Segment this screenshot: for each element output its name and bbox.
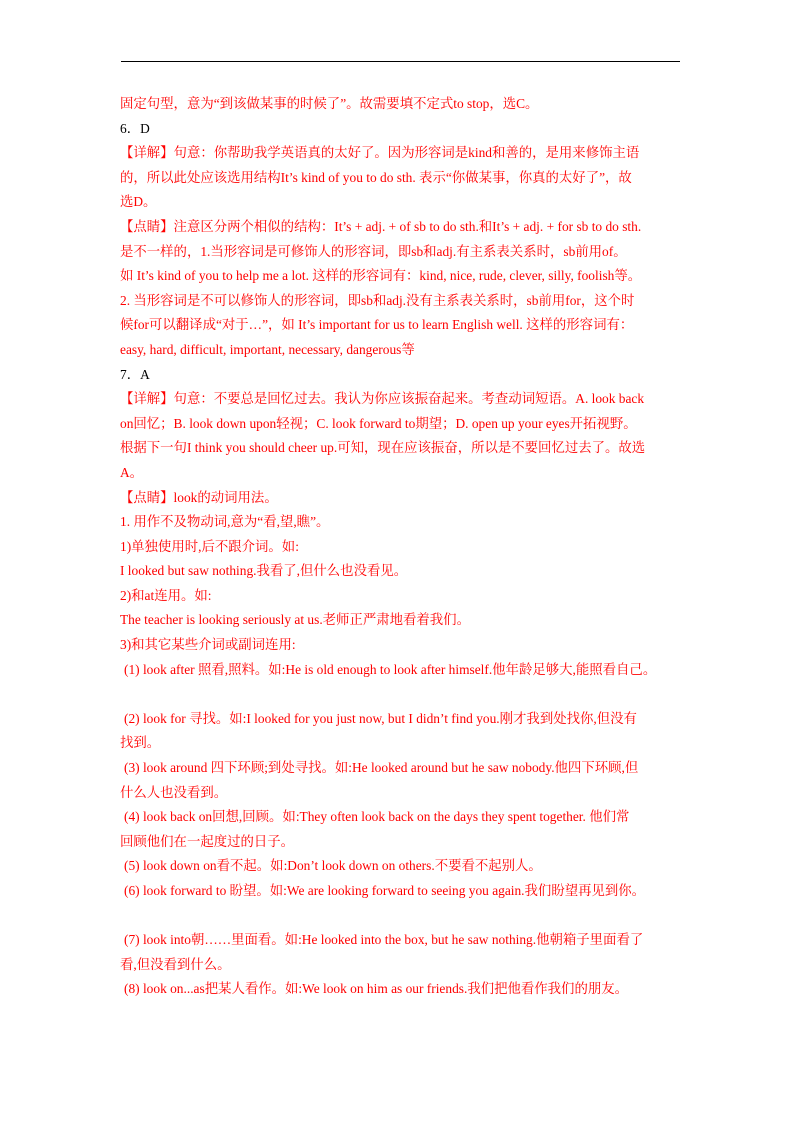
phrase-item: (8) look on...as把某人看作。如:We look on him as our friends.我们把他看作我们的朋友。 [124, 981, 629, 997]
text-line: 2. 当形容词是不可以修饰人的形容词，即sb和adj.没有主系表关系时，sb前用for，这个时 [120, 292, 635, 308]
text-line: 【详解】句意：不要总是回忆过去。我认为你应该振奋起来。考查动词短语。A. look back [120, 391, 645, 407]
text-line: I looked but saw nothing.我看了,但什么也没看见。 [120, 563, 408, 579]
document-body [120, 92, 686, 1002]
phrase-item: (4) look back on回想,回顾。如:They often look back on the days they spent together. 他们常 [124, 809, 630, 825]
text-line: 2)和at连用。如: [120, 587, 212, 603]
text-line: A。 [120, 464, 144, 480]
text-line: The teacher is looking seriously at us.老师正严肃地看着我们。 [120, 612, 470, 628]
question-number: 6．D [120, 120, 150, 136]
text-line: 候for可以翻译成“对于…”，如 It’s important for us to learn English well. 这样的形容词有： [120, 317, 634, 333]
phrase-item: (7) look into朝……里面看。如:He looked into the box, but he saw nothing.他朝箱子里面看了 [124, 932, 644, 948]
text-line: 【点睛】look的动词用法。 [120, 489, 278, 505]
text-line: easy, hard, difficult, important, necessary, dangerous等 [120, 341, 415, 357]
phrase-item: (1) look after 照看,照料。如:He is old enough to look after himself.他年龄足够大,能照看自己。 [124, 661, 657, 677]
text-line: 回顾他们在一起度过的日子。 [120, 833, 295, 849]
text-line: 什么人也没看到。 [120, 784, 228, 800]
blank-line [120, 682, 686, 707]
text-line: 找到。 [120, 735, 161, 751]
text-line: 1. 用作不及物动词,意为“看,望,瞧”。 [120, 514, 330, 530]
text-line: 的，所以此处应该选用结构It’s kind of you to do sth. 表示“你做某事，你真的太好了”，故 [120, 169, 632, 185]
text-line: 【点睛】注意区分两个相似的结构：It’s + adj. + of sb to do sth.和It’s + adj. + for sb to do sth. [120, 218, 642, 234]
text-line: on回忆；B. look down upon轻视；C. look forward to期望；D. open up your eyes开拓视野。 [120, 415, 637, 431]
header-rule [121, 61, 680, 62]
blank-line [120, 904, 686, 929]
phrase-item: (2) look for 寻找。如:I looked for you just now, but I didn’t find you.刚才我到处找你,但没有 [124, 710, 637, 726]
phrase-item: (3) look around 四下环顾;到处寻找。如:He looked around but he saw nobody.他四下环顾,但 [124, 760, 639, 776]
phrase-item: (5) look down on看不起。如:Don’t look down on others.不要看不起别人。 [124, 858, 542, 874]
text-line: 【详解】句意：你帮助我学英语真的太好了。因为形容词是kind和善的，是用来修饰主语 [120, 145, 640, 161]
text-line: 3)和其它某些介词或副词连用: [120, 637, 296, 653]
text-line: 看,但没看到什么。 [120, 956, 231, 972]
text-line: 固定句型，意为“到该做某事的时候了”。故需要填不定式to stop，选C。 [120, 96, 539, 111]
phrase-item: (6) look forward to 盼望。如:We are looking forward to seeing you again.我们盼望再见到你。 [124, 883, 646, 898]
text-line: 选D。 [120, 194, 157, 210]
text-line: 根据下一句I think you should cheer up.可知，现在应该振奋，所以是不要回忆过去了。故选 [120, 440, 646, 456]
text-line: 如 It’s kind of you to help me a lot. 这样的形容词有：kind, nice, rude, clever, silly, foolish等。 [120, 268, 642, 284]
text-line: 是不一样的，1.当形容词是可修饰人的形容词，即sb和adj.有主系表关系时，sb前用of。 [120, 243, 627, 259]
text-line: 1)单独使用时,后不跟介词。如: [120, 538, 299, 554]
question-number: 7．A [120, 366, 150, 382]
